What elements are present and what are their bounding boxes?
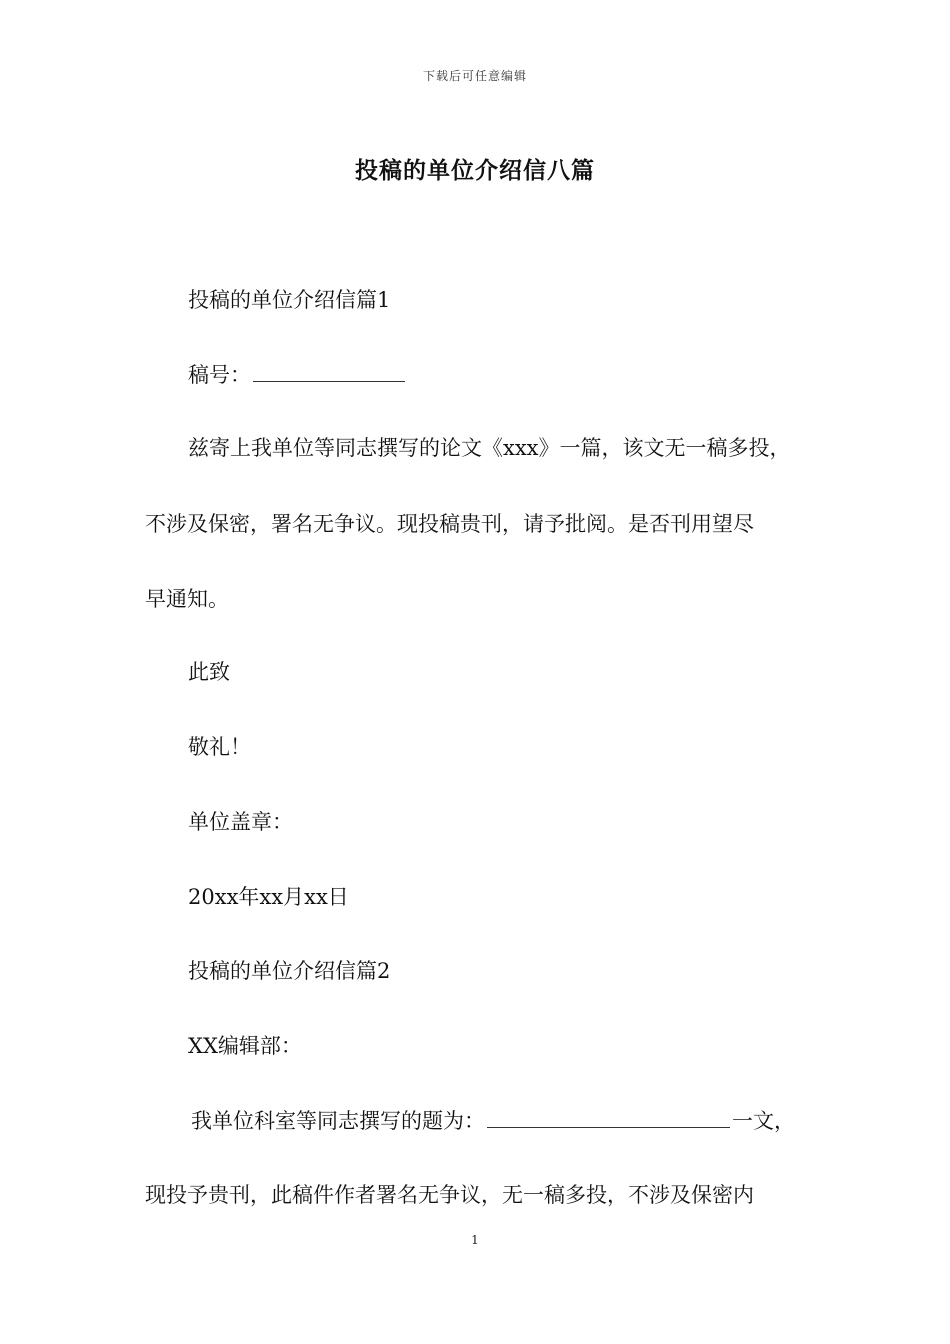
section2-heading: 投稿的单位介绍信篇2: [188, 959, 391, 983]
manuscript-number-line: [188, 360, 407, 390]
recipient-line: XX编辑部：: [188, 1034, 302, 1058]
manuscript-number-blank: [253, 361, 405, 382]
topic-label: 我单位科室等同志撰写的题为：: [191, 1109, 485, 1133]
section1-body-line1: 兹寄上我单位等同志撰写的论文《xxx》一篇，该文无一稿多投，: [188, 436, 791, 460]
topic-title-blank: [487, 1107, 730, 1128]
header-note: 下载后可任意编辑: [422, 69, 527, 83]
seal-label: 单位盖章：: [188, 810, 293, 834]
closing-salutation: 此致: [188, 660, 230, 684]
section1-body-line2: 不涉及保密，署名无争议。现投稿贵刊，请予批阅。是否刊用望尽: [145, 512, 754, 536]
section1-heading: 投稿的单位介绍信篇1: [188, 288, 391, 312]
manuscript-number-label: 稿号：: [188, 363, 251, 387]
date-line: 20xx年xx月xx日: [188, 885, 349, 909]
section2-body-line2: 现投予贵刊，此稿件作者署名无争议，无一稿多投，不涉及保密内: [145, 1183, 754, 1207]
section2-body-line1: [191, 1106, 795, 1136]
section1-body-line3: 早通知。: [145, 587, 229, 611]
closing-regards: 敬礼！: [188, 735, 251, 759]
topic-suffix: 一文，: [732, 1109, 795, 1133]
document-title: 投稿的单位介绍信八篇: [355, 157, 595, 184]
page-number: 1: [471, 1233, 479, 1247]
